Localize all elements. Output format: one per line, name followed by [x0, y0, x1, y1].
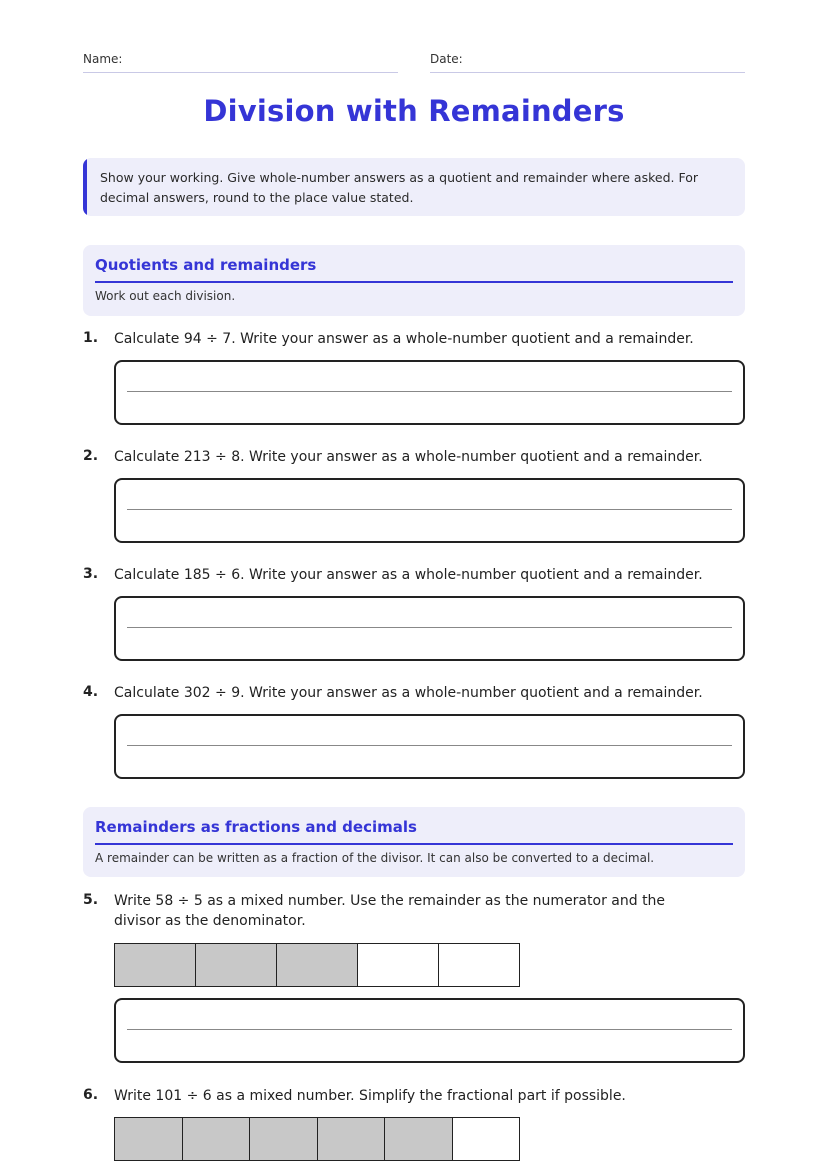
name-field[interactable]: [83, 52, 398, 73]
answer-line: [127, 391, 732, 392]
section-rule: [95, 843, 733, 845]
page-title: Division with Remainders: [203, 94, 625, 128]
question-number: 1.: [83, 330, 99, 346]
section-title: Quotients and remainders: [95, 256, 317, 274]
instructions-accent-bar: [83, 158, 87, 216]
section-header-fractions-decimals: [83, 807, 745, 877]
shaded-part: [250, 1118, 318, 1160]
shaded-part: [183, 1118, 251, 1160]
section-title: Remainders as fractions and decimals: [95, 818, 417, 836]
question-number: 3.: [83, 566, 99, 582]
answer-line: [127, 745, 732, 746]
answer-box[interactable]: [114, 596, 745, 661]
date-label: Date:: [430, 52, 463, 66]
instructions-text: Show your working. Give whole-number answers as a quotient and remainder where asked. For decimal answers, round to the place value stated.: [100, 170, 698, 205]
section-description: Work out each division.: [95, 289, 236, 303]
unshaded-part: [358, 944, 439, 986]
answer-box[interactable]: [114, 714, 745, 779]
answer-line: [127, 627, 732, 628]
question-number: 2.: [83, 448, 99, 464]
answer-line: [127, 509, 732, 510]
section-header-quotients: [83, 245, 745, 316]
question-number: 5.: [83, 892, 99, 908]
question-text: Calculate 213 ÷ 8. Write your answer as a whole-number quotient and a remainder.: [114, 449, 703, 465]
section-description: A remainder can be written as a fraction of the divisor. It can also be converted to a decimal.: [95, 851, 655, 865]
shaded-part: [196, 944, 277, 986]
answer-box[interactable]: [114, 478, 745, 543]
shaded-part: [115, 1118, 183, 1160]
section-rule: [95, 281, 733, 283]
shaded-part: [318, 1118, 386, 1160]
question-text: Calculate 302 ÷ 9. Write your answer as a whole-number quotient and a remainder.: [114, 685, 703, 701]
header-fields: [83, 52, 745, 74]
question-text: Calculate 185 ÷ 6. Write your answer as a whole-number quotient and a remainder.: [114, 567, 703, 583]
date-field[interactable]: [430, 52, 745, 73]
unshaded-part: [453, 1118, 520, 1160]
shaded-part: [115, 944, 196, 986]
answer-box[interactable]: [114, 360, 745, 425]
fraction-bar-model: [114, 1117, 520, 1161]
question-text: Write 101 ÷ 6 as a mixed number. Simplify the fractional part if possible.: [114, 1088, 626, 1104]
question-text: Calculate 94 ÷ 7. Write your answer as a whole-number quotient and a remainder.: [114, 331, 694, 347]
answer-box[interactable]: [114, 998, 745, 1063]
name-label: Name:: [83, 52, 123, 66]
question-text: Write 58 ÷ 5 as a mixed number. Use the remainder as the numerator and the divisor as the denominator.: [114, 893, 666, 929]
question-number: 4.: [83, 684, 99, 700]
unshaded-part: [439, 944, 519, 986]
fraction-bar-model: [114, 943, 520, 987]
answer-line: [127, 1029, 732, 1030]
question-number: 6.: [83, 1087, 99, 1103]
instructions-box: [83, 158, 745, 216]
shaded-part: [385, 1118, 453, 1160]
shaded-part: [277, 944, 358, 986]
